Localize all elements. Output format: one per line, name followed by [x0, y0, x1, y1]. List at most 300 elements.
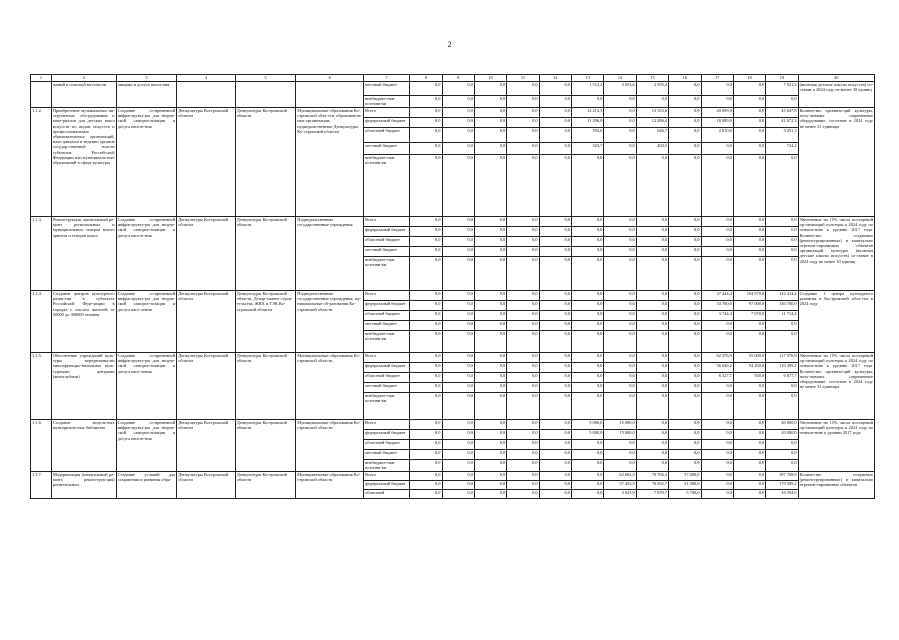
value-cell: 0,0 [669, 155, 701, 217]
value-cell: 0,0 [733, 237, 765, 247]
value-cell: 0,0 [410, 440, 442, 450]
value-cell: 0,0 [474, 363, 506, 373]
value-cell: 0,0 [669, 383, 701, 393]
value-cell: 0,0 [507, 321, 539, 331]
value-cell: 110 499,2 [766, 363, 798, 373]
value-cell: 0,0 [572, 460, 604, 472]
value-cell: 0,0 [410, 383, 442, 393]
value-cell: 0,0 [669, 430, 701, 440]
value-cell: 0,0 [636, 321, 668, 331]
value-cell: 0,0 [442, 321, 474, 331]
value-cell: 0,0 [636, 155, 668, 217]
header-row [31, 75, 875, 82]
table-row [31, 217, 875, 227]
value-cell: 0,0 [474, 247, 506, 257]
value-cell: 0,0 [733, 440, 765, 450]
value-cell: 0,0 [410, 481, 442, 490]
value-cell: 0,0 [507, 82, 539, 96]
header-cell: 4 [177, 75, 235, 82]
item-goal: Создание со-временной инфраструкту-ры для творче-ской самореа-лизации и досуга насе-ления [116, 291, 177, 353]
value-cell: 0,0 [410, 393, 442, 420]
value-cell: 0,0 [701, 321, 733, 331]
value-cell: 0,0 [539, 373, 571, 383]
value-cell: 0,0 [701, 450, 733, 460]
header-cell: 18 [733, 75, 765, 82]
value-cell: 0,0 [733, 143, 765, 155]
value-cell: 0,0 [474, 430, 506, 440]
value-cell: 0,0 [507, 331, 539, 353]
value-cell: 724,2 [766, 143, 798, 155]
budget-table [30, 74, 875, 499]
value-cell: 7 970,0 [733, 311, 765, 321]
value-cell: 0,0 [669, 143, 701, 155]
value-cell: 0,0 [474, 143, 506, 155]
value-cell: 0,0 [636, 440, 668, 450]
item-customer [177, 82, 235, 108]
value-cell: 0,0 [604, 108, 636, 118]
value-cell: 0,0 [669, 96, 701, 108]
value-cell: 0,0 [474, 472, 506, 481]
value-cell: 0,0 [733, 331, 765, 353]
value-cell: 594,6 [572, 128, 604, 143]
result-note: Увеличение на 15% числа посещений ор-ганизаций культуры к 2024 году по отноше-нию к уровню 2017 года [798, 420, 874, 472]
funding-source: Всего [364, 217, 410, 227]
value-cell: 0,0 [604, 237, 636, 247]
value-cell: 0,0 [701, 440, 733, 450]
value-cell: 0,0 [442, 460, 474, 472]
value-cell: 0,0 [442, 291, 474, 301]
value-cell: 646,7 [636, 128, 668, 143]
item-goal: Создание со-временной инфраструкту-ры для творче-ской самореа-лизации и досуга населе-ния [116, 420, 177, 472]
value-cell: 0,0 [410, 257, 442, 291]
value-cell: 0,0 [604, 217, 636, 227]
value-cell: 0,0 [507, 155, 539, 217]
value-cell: 0,0 [410, 217, 442, 227]
value-cell: 0,0 [474, 393, 506, 420]
value-cell: 0,0 [539, 247, 571, 257]
page-number: 2 [447, 40, 452, 49]
value-cell: 0,0 [442, 373, 474, 383]
value-cell: 0,0 [507, 420, 539, 430]
value-cell: 0,0 [572, 373, 604, 383]
funding-source: местный бюджет [364, 450, 410, 460]
value-cell: 0,0 [604, 373, 636, 383]
header-cell: 19 [766, 75, 798, 82]
value-cell: 0,0 [539, 460, 571, 472]
value-cell: 0,0 [604, 257, 636, 291]
item-customer: Депкультуры Костромской области [177, 353, 235, 420]
value-cell: 0,0 [410, 420, 442, 430]
value-cell: 0,0 [701, 430, 733, 440]
item-participants [296, 82, 364, 108]
value-cell: 0,0 [507, 460, 539, 472]
value-cell: 0,0 [701, 420, 733, 430]
value-cell: 20 000,0 [766, 430, 798, 440]
value-cell: 0,0 [474, 311, 506, 321]
value-cell: 0,0 [669, 128, 701, 143]
value-cell: 0,0 [572, 450, 604, 460]
value-cell: 0,0 [572, 301, 604, 311]
value-cell: 0,0 [669, 257, 701, 291]
value-cell: 0,0 [539, 217, 571, 227]
value-cell: 0,0 [474, 96, 506, 108]
value-cell: 0,0 [507, 450, 539, 460]
value-cell: 0,0 [604, 321, 636, 331]
value-cell: 0,0 [410, 143, 442, 155]
value-cell: 142 414,4 [766, 291, 798, 301]
value-cell: 0,0 [474, 321, 506, 331]
value-cell: 0,0 [636, 217, 668, 227]
value-cell: 0,0 [507, 393, 539, 420]
value-cell: 0,0 [442, 237, 474, 247]
value-cell: 0,0 [442, 96, 474, 108]
value-cell: 0,0 [604, 118, 636, 128]
value-cell: 37 444,4 [701, 291, 733, 301]
funding-source: Всего [364, 291, 410, 301]
funding-source: Всего [364, 108, 410, 118]
value-cell: 0,0 [507, 291, 539, 301]
value-cell: 0,0 [507, 217, 539, 227]
header-cell: 3 [116, 75, 177, 82]
value-cell: 0,0 [539, 227, 571, 237]
funding-source: местный бюджет [364, 143, 410, 155]
value-cell: 0,0 [766, 460, 798, 472]
header-cell: 20 [798, 75, 874, 82]
value-cell: 0,0 [442, 430, 474, 440]
value-cell: 0,0 [733, 227, 765, 237]
item-goal: лищами и досуга насел-ния [116, 82, 177, 108]
value-cell: 0,0 [539, 481, 571, 490]
value-cell: 0,0 [572, 353, 604, 363]
value-cell: 7 521,2 [766, 82, 798, 96]
value-cell: 0,0 [539, 301, 571, 311]
value-cell: 0,0 [604, 155, 636, 217]
value-cell: 0,0 [572, 155, 604, 217]
value-cell: 0,0 [604, 353, 636, 363]
value-cell: 0,0 [572, 311, 604, 321]
value-cell: 0,0 [539, 257, 571, 291]
item-participants: Муниципальные образования Ко-стромской области [296, 472, 364, 499]
value-cell: 0,0 [636, 420, 668, 430]
value-cell: 6 327,7 [701, 373, 733, 383]
value-cell: 0,0 [636, 257, 668, 291]
value-cell: 0,0 [410, 301, 442, 311]
value-cell: 0,0 [701, 155, 733, 217]
value-cell: 0,0 [669, 118, 701, 128]
value-cell: 0,0 [636, 460, 668, 472]
value-cell: 0,0 [572, 363, 604, 373]
value-cell: 0,0 [701, 217, 733, 227]
value-cell: 0,0 [733, 393, 765, 420]
value-cell: 0,0 [701, 257, 733, 291]
value-cell: 0,0 [442, 227, 474, 237]
table-row [31, 353, 875, 363]
value-cell: 0,0 [507, 353, 539, 363]
value-cell: 0,0 [669, 321, 701, 331]
value-cell: 0,0 [507, 383, 539, 393]
value-cell: 0,0 [442, 420, 474, 430]
header-cell: 16 [669, 75, 701, 82]
value-cell: 0,0 [572, 331, 604, 353]
funding-source: областной [364, 490, 410, 499]
value-cell: 0,0 [474, 108, 506, 118]
value-cell: 56 049,2 [701, 363, 733, 373]
value-cell: 0,0 [539, 472, 571, 481]
value-cell: 3 251,3 [766, 128, 798, 143]
value-cell: 0,0 [636, 373, 668, 383]
value-cell: 0,0 [733, 383, 765, 393]
result-note: Увеличение на 15% числа посещений ор-ганизаций культуры к 2024 году по отноше-нию к уровню 2017 года. Количество организа-ций культуры, полу-чивших современное оборудование, соста-вит в 2024 году не менее 31 единицы [798, 353, 874, 420]
value-cell: 0,0 [733, 420, 765, 430]
value-cell: 0,0 [766, 450, 798, 460]
item-goal: Создание условий для сохранения и развития обра- [116, 472, 177, 499]
header-cell: 1 [31, 75, 52, 82]
value-cell: 0,0 [604, 96, 636, 108]
value-cell: 0,0 [474, 460, 506, 472]
item-participants: Муниципальные образования Ко-стромской обла-сти, образователь-ные организации, подведомственные Депкультуры Ко-стромской области [296, 108, 364, 217]
value-cell: 13 333,6 [636, 108, 668, 118]
item-customer: Депкультуры Костромской области [177, 291, 235, 353]
table-row [31, 420, 875, 430]
value-cell: 0,0 [539, 430, 571, 440]
value-cell: 179 589,2 [766, 481, 798, 490]
value-cell: 0,0 [604, 227, 636, 237]
value-cell: 0,0 [507, 472, 539, 481]
value-cell: 0,0 [701, 383, 733, 393]
value-cell: 0,0 [669, 237, 701, 247]
value-cell: 0,0 [507, 257, 539, 291]
value-cell: 0,0 [766, 331, 798, 353]
value-cell: 0,0 [572, 481, 604, 490]
funding-source: внебюджет-ные источни-ки [364, 155, 410, 217]
header-cell: 9 [442, 75, 474, 82]
value-cell: 0,0 [442, 490, 474, 499]
value-cell: 0,0 [766, 227, 798, 237]
item-participants: Муниципальные образования Ко-стромской области [296, 420, 364, 472]
value-cell: 0,0 [604, 331, 636, 353]
table-row [31, 82, 875, 96]
value-cell: 0,0 [442, 481, 474, 490]
value-cell: 0,0 [539, 353, 571, 363]
value-cell: 0,0 [442, 472, 474, 481]
value-cell: 20 000,0 [766, 420, 798, 430]
item-number: 1.1.2. [31, 108, 52, 217]
value-cell: 0,0 [474, 118, 506, 128]
value-cell: 0,0 [733, 321, 765, 331]
item-number: 1.1.4. [31, 291, 52, 353]
item-name: Обеспечение учреждений куль-туры передвижны-ми многофункцио-нальными куль-турными центрами (автоклубами) [51, 353, 116, 420]
value-cell: 0,0 [410, 311, 442, 321]
funding-source: местный бюджет [364, 321, 410, 331]
value-cell: 0,0 [539, 155, 571, 217]
value-cell: 0,0 [507, 143, 539, 155]
item-customer: Депкультуры Костромской области [177, 108, 235, 217]
value-cell: 11 296,0 [572, 118, 604, 128]
item-participants: Подведомственные государственные учреждения [296, 217, 364, 291]
value-cell: 0,0 [410, 108, 442, 118]
funding-source: внебюджет-ные источни-ки [364, 257, 410, 291]
funding-source: местный бюджет [364, 247, 410, 257]
value-cell: 0,0 [474, 353, 506, 363]
item-executor: Депкультуры Костромской области, Депар-тамент строи-тельства, ЖКХ и ТЭК Ко-стромской области [235, 291, 296, 353]
funding-source: областной бюджет [364, 440, 410, 450]
header-cell: 10 [474, 75, 506, 82]
value-cell: 0,0 [701, 481, 733, 490]
funding-source: внебюджет-ные источни-ки [364, 460, 410, 472]
value-cell: 0,0 [733, 450, 765, 460]
item-goal: Создание со-временной инфраструкту-ры для творче-ской самореа-лизации и досуга населе-ния [116, 217, 177, 291]
value-cell: 0,0 [669, 363, 701, 373]
value-cell: 0,0 [410, 118, 442, 128]
value-cell: 0,0 [701, 393, 733, 420]
value-cell: 0,0 [733, 96, 765, 108]
item-name: Создание центров культурного разви-тия в субъектах Российской Феде-рации в городах с числом жителей от 50000 до 300000 человек [51, 291, 116, 353]
value-cell: 0,0 [410, 227, 442, 237]
funding-source: местный бюджет [364, 383, 410, 393]
value-cell: 0,0 [572, 237, 604, 247]
value-cell: 51 300,0 [669, 481, 701, 490]
value-cell: 0,0 [669, 311, 701, 321]
result-note: Количество созданных (реконструированных) и капитально отремон-тированных объектов [798, 472, 874, 499]
value-cell: 0,0 [442, 440, 474, 450]
value-cell: 0,0 [669, 217, 701, 227]
item-number [31, 82, 52, 108]
value-cell: 0,0 [766, 393, 798, 420]
funding-source: федеральный бюджет [364, 363, 410, 373]
item-executor: Депкультуры Костромской области [235, 472, 296, 499]
value-cell: 78 706,4 [636, 472, 668, 481]
value-cell: 0,0 [442, 128, 474, 143]
funding-source: областной бюджет [364, 128, 410, 143]
value-cell: 0,0 [442, 143, 474, 155]
value-cell: 0,0 [474, 291, 506, 301]
value-cell: 0,0 [572, 490, 604, 499]
value-cell: 0,0 [442, 311, 474, 321]
header-cell: 7 [364, 75, 410, 82]
value-cell: 0,0 [410, 331, 442, 353]
item-goal: Создание со-временной инфраструкту-ры для творче-ской самореа-лизации и досуга населе-ния [116, 108, 177, 217]
value-cell: 0,0 [669, 440, 701, 450]
value-cell: 0,0 [604, 450, 636, 460]
value-cell: 0,0 [733, 217, 765, 227]
value-cell: 2 955,4 [636, 82, 668, 96]
item-name: Реконструкция, капитальный ре-монт региональных и муниципальных театров юного зрителя и театров кукол [51, 217, 116, 291]
value-cell: 0,0 [733, 128, 765, 143]
value-cell: 0,0 [636, 450, 668, 460]
value-cell: 0,0 [669, 460, 701, 472]
value-cell: 0,0 [604, 247, 636, 257]
value-cell: 0,0 [766, 237, 798, 247]
value-cell: 2 010,0 [701, 128, 733, 143]
value-cell: 0,0 [604, 301, 636, 311]
value-cell: 0,0 [572, 227, 604, 237]
value-cell: 0,0 [474, 383, 506, 393]
value-cell: 130 700,0 [766, 301, 798, 311]
value-cell: 0,0 [733, 108, 765, 118]
value-cell: 20 099,9 [701, 108, 733, 118]
value-cell: 33 700,0 [701, 301, 733, 311]
value-cell: 0,0 [733, 481, 765, 490]
value-cell: 0,0 [669, 393, 701, 420]
item-number: 1.1.5. [31, 353, 52, 420]
value-cell: 97 000,0 [733, 301, 765, 311]
value-cell: 0,0 [507, 373, 539, 383]
value-cell: 62 376,9 [701, 353, 733, 363]
header-cell: 11 [507, 75, 539, 82]
value-cell: 15 000,0 [604, 430, 636, 440]
header-cell: 14 [604, 75, 636, 82]
value-cell: 197 769,9 [766, 472, 798, 481]
value-cell: 0,0 [410, 450, 442, 460]
value-cell: 0,0 [669, 247, 701, 257]
item-name: жений в сельской местности [51, 82, 116, 108]
value-cell: 0,0 [636, 331, 668, 353]
result-note: Количество организа-ций культуры, полу-чивших современное оборудование, соста-вит в 2024 году не менее 31 единицы [798, 108, 874, 217]
value-cell: 0,0 [766, 321, 798, 331]
value-cell: 0,0 [410, 291, 442, 301]
value-cell: 0,0 [636, 247, 668, 257]
value-cell: 41 672,3 [766, 118, 798, 128]
value-cell: 0,0 [572, 257, 604, 291]
value-cell: 16 594,6 [766, 490, 798, 499]
header-cell: 6 [296, 75, 364, 82]
value-cell: 0,0 [442, 353, 474, 363]
value-cell: 0,0 [766, 155, 798, 217]
value-cell: 0,0 [636, 383, 668, 393]
value-cell: 0,0 [701, 96, 733, 108]
value-cell: 0,0 [442, 383, 474, 393]
value-cell: 18 089,9 [701, 118, 733, 128]
value-cell: 0,0 [539, 143, 571, 155]
value-cell: 0,0 [636, 301, 668, 311]
value-cell: 0,0 [572, 217, 604, 227]
value-cell: 0,0 [636, 363, 668, 373]
item-goal: Создание со-временной инфраструкту-ры для творче-ской самореа-лизации и досуга насе-ления [116, 353, 177, 420]
value-cell: 0,0 [539, 321, 571, 331]
value-cell: 0,0 [474, 257, 506, 291]
value-cell: 0,0 [539, 96, 571, 108]
value-cell: 11 714,4 [766, 311, 798, 321]
value-cell: 323,7 [572, 143, 604, 155]
item-name: Приобретение музыкальных ин-струментов, обо-рудования и мате-риалов для детских школ искусств по видам искусств и профессиональных образовательных организаций, нахо-дящихся в ведении органов государ-ственной власти субъектов Россий-ской Федерации или муниципаль-ных образований в сфере культуры [51, 108, 116, 217]
value-cell: 54 450,0 [733, 363, 765, 373]
value-cell: 104 970,0 [733, 291, 765, 301]
funding-source: областной бюджет [364, 373, 410, 383]
value-cell: 0,0 [442, 363, 474, 373]
funding-source: федеральный бюджет [364, 430, 410, 440]
value-cell: 0,0 [669, 420, 701, 430]
value-cell: 0,0 [474, 217, 506, 227]
funding-source: Всего [364, 353, 410, 363]
value-cell: 0,0 [636, 237, 668, 247]
value-cell: 0,0 [766, 440, 798, 450]
value-cell: 6 877,7 [766, 373, 798, 383]
value-cell: 0,0 [733, 257, 765, 291]
value-cell: 0,0 [507, 128, 539, 143]
value-cell: 0,0 [442, 247, 474, 257]
value-cell: 12 286,4 [636, 118, 668, 128]
header-cell: 17 [701, 75, 733, 82]
value-cell: 0,0 [507, 118, 539, 128]
value-cell: 0,0 [604, 291, 636, 301]
value-cell: 0,0 [733, 460, 765, 472]
value-cell: 3 053,6 [604, 82, 636, 96]
funding-source: федеральный бюджет [364, 481, 410, 490]
value-cell: 0,0 [539, 383, 571, 393]
value-cell: 0,0 [604, 460, 636, 472]
value-cell: 0,0 [572, 472, 604, 481]
value-cell: 0,0 [474, 301, 506, 311]
